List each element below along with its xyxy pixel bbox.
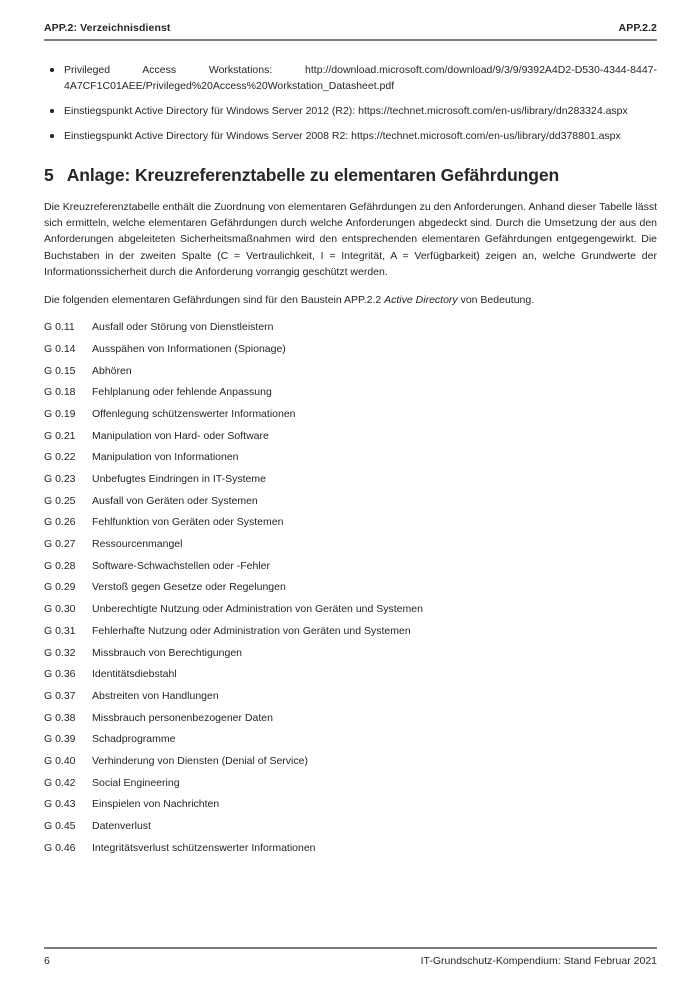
threat-id: G 0.25 — [44, 494, 76, 507]
threat-id: G 0.27 — [44, 538, 76, 551]
relevance-suffix: von Bedeutung. — [457, 294, 535, 307]
threat-label: Abstreiten von Handlungen — [92, 689, 219, 702]
header-module-code: APP.2.2 — [618, 22, 657, 34]
threat-row — [44, 493, 657, 509]
threat-id: G 0.42 — [44, 776, 76, 789]
threat-id: G 0.36 — [44, 668, 76, 681]
threat-label: Ausspähen von Informationen (Spionage) — [92, 342, 286, 355]
threat-label: Abhören — [92, 364, 132, 377]
threat-label: Missbrauch von Berechtigungen — [92, 646, 243, 659]
threat-label: Manipulation von Hard- oder Software — [92, 429, 269, 442]
threat-label: Fehlfunktion von Geräten oder Systemen — [92, 516, 284, 529]
reference-item — [44, 62, 657, 94]
threat-row — [44, 796, 657, 812]
threat-label: Einspielen von Nachrichten — [92, 798, 220, 811]
threat-row — [44, 840, 657, 856]
reference-text: Einstiegspunkt Active Directory für Windows Server 2012 (R2): https://technet.microsoft.com/en-us/library/dn283324.aspx — [64, 105, 628, 117]
threat-row — [44, 753, 657, 769]
threat-label: Verhinderung von Diensten (Denial of Service) — [92, 754, 308, 767]
threat-id: G 0.22 — [44, 451, 76, 464]
threat-label: Missbrauch personenbezogener Daten — [92, 711, 273, 724]
threat-id: G 0.28 — [44, 559, 76, 572]
page-header — [44, 22, 657, 34]
threat-label: Schadprogramme — [92, 733, 176, 746]
threat-label: Fehlplanung oder fehlende Anpassung — [92, 386, 272, 399]
threat-label: Fehlerhafte Nutzung oder Administration von Geräten und Systemen — [92, 624, 411, 637]
threat-row — [44, 428, 657, 444]
threat-row — [44, 406, 657, 422]
threat-row — [44, 558, 657, 574]
threat-row — [44, 688, 657, 704]
footer-rule — [44, 947, 657, 949]
page-footer — [44, 947, 657, 967]
threat-id: G 0.23 — [44, 473, 76, 486]
threat-label: Unbefugtes Eindringen in IT-Systeme — [92, 473, 266, 486]
footer-publication: IT-Grundschutz-Kompendium: Stand Februar 2021 — [420, 955, 657, 967]
threat-row — [44, 319, 657, 335]
threat-id: G 0.39 — [44, 733, 76, 746]
reference-text: Einstiegspunkt Active Directory für Windows Server 2008 R2: https://technet.microsoft.com/en-us/library/dd378801.aspx — [64, 130, 621, 142]
reference-item — [44, 103, 657, 119]
threat-label: Integritätsverlust schützenswerter Informationen — [92, 841, 316, 854]
threat-label: Verstoß gegen Gesetze oder Regelungen — [92, 581, 286, 594]
reference-text: Privileged Access Workstations: http://download.microsoft.com/download/9/3/9/9392A4D2-D530-4344-8447-4A7CF1C01AEE/Privileged%20Access%20Workstation_Datasheet.pdf — [64, 64, 657, 92]
threat-label: Ausfall von Geräten oder Systemen — [92, 494, 258, 507]
relevance-prefix: Die folgenden elementaren Gefährdungen sind für den Baustein APP.2.2 — [44, 294, 385, 307]
threat-row — [44, 775, 657, 791]
threat-id: G 0.40 — [44, 754, 76, 767]
threat-label: Social Engineering — [92, 776, 180, 789]
threat-label: Ausfall oder Störung von Dienstleistern — [92, 321, 274, 334]
threat-id: G 0.37 — [44, 689, 76, 702]
threat-id: G 0.15 — [44, 364, 76, 377]
header-section-title: APP.2: Verzeichnisdienst — [44, 22, 171, 34]
relevance-emphasis: Active Directory — [384, 294, 458, 307]
threat-row — [44, 601, 657, 617]
threat-row — [44, 514, 657, 530]
threat-row — [44, 449, 657, 465]
header-rule — [44, 39, 657, 41]
threat-row — [44, 623, 657, 639]
footer-row — [44, 955, 657, 967]
threat-row — [44, 710, 657, 726]
threat-row — [44, 731, 657, 747]
threats-list — [44, 319, 657, 856]
threat-label: Ressourcenmangel — [92, 538, 183, 551]
threat-row — [44, 384, 657, 400]
page-number: 6 — [44, 955, 50, 967]
threat-id: G 0.32 — [44, 646, 76, 659]
heading-number: 5 — [44, 165, 54, 185]
reference-item — [44, 128, 657, 144]
heading-text: Anlage: Kreuzreferenztabelle zu elementaren Gefährdungen — [66, 165, 560, 185]
threat-id: G 0.38 — [44, 711, 76, 724]
threat-id: G 0.18 — [44, 386, 76, 399]
bullet-icon — [50, 109, 54, 113]
threat-id: G 0.46 — [44, 841, 76, 854]
threat-label: Unberechtigte Nutzung oder Administration von Geräten und Systemen — [92, 603, 423, 616]
threat-id: G 0.21 — [44, 429, 76, 442]
threat-label: Offenlegung schützenswerter Informationen — [92, 407, 296, 420]
threat-label: Manipulation von Informationen — [92, 451, 239, 464]
threat-id: G 0.14 — [44, 342, 76, 355]
threat-row — [44, 579, 657, 595]
threat-id: G 0.31 — [44, 624, 76, 637]
threat-id: G 0.11 — [44, 321, 75, 334]
threat-row — [44, 363, 657, 379]
references-list — [44, 62, 657, 144]
threat-row — [44, 645, 657, 661]
threat-label: Software-Schwachstellen oder -Fehler — [92, 559, 270, 572]
bullet-icon — [50, 68, 54, 72]
threat-label: Identitätsdiebstahl — [92, 668, 177, 681]
threat-row — [44, 341, 657, 357]
threat-row — [44, 471, 657, 487]
threat-id: G 0.30 — [44, 603, 76, 616]
threat-row — [44, 536, 657, 552]
threat-row — [44, 666, 657, 682]
intro-paragraph: Die Kreuzreferenztabelle enthält die Zuordnung von elementaren Gefährdungen zu den Anforderungen. Anhand dieser Tabelle lässt sich ermitteln, welche elementaren Gefährdungen durch welche Anforderungen abgedeckt sind. Durch die Umsetzung der aus den Anforderungen abgeleiteten Sicherheitsmaßnahmen wird den entsprechenden elementaren Gefährdungen entgegengewirkt. Die Buchstaben in der zweiten Spalte (C = Vertraulichkeit, I = Integrität, A = Verfügbarkeit) zeigen an, welche Grundwerte der Informationssicherheit durch die Anforderung vorrangig geschützt werden. — [44, 201, 657, 278]
threat-row — [44, 818, 657, 834]
threat-id: G 0.26 — [44, 516, 76, 529]
threat-id: G 0.29 — [44, 581, 76, 594]
threat-id: G 0.45 — [44, 820, 76, 833]
relevance-paragraph — [44, 292, 657, 308]
threat-id: G 0.19 — [44, 407, 76, 420]
threat-id: G 0.43 — [44, 798, 76, 811]
section-heading — [44, 164, 657, 186]
bullet-icon — [50, 134, 54, 138]
threat-label: Datenverlust — [92, 820, 151, 833]
